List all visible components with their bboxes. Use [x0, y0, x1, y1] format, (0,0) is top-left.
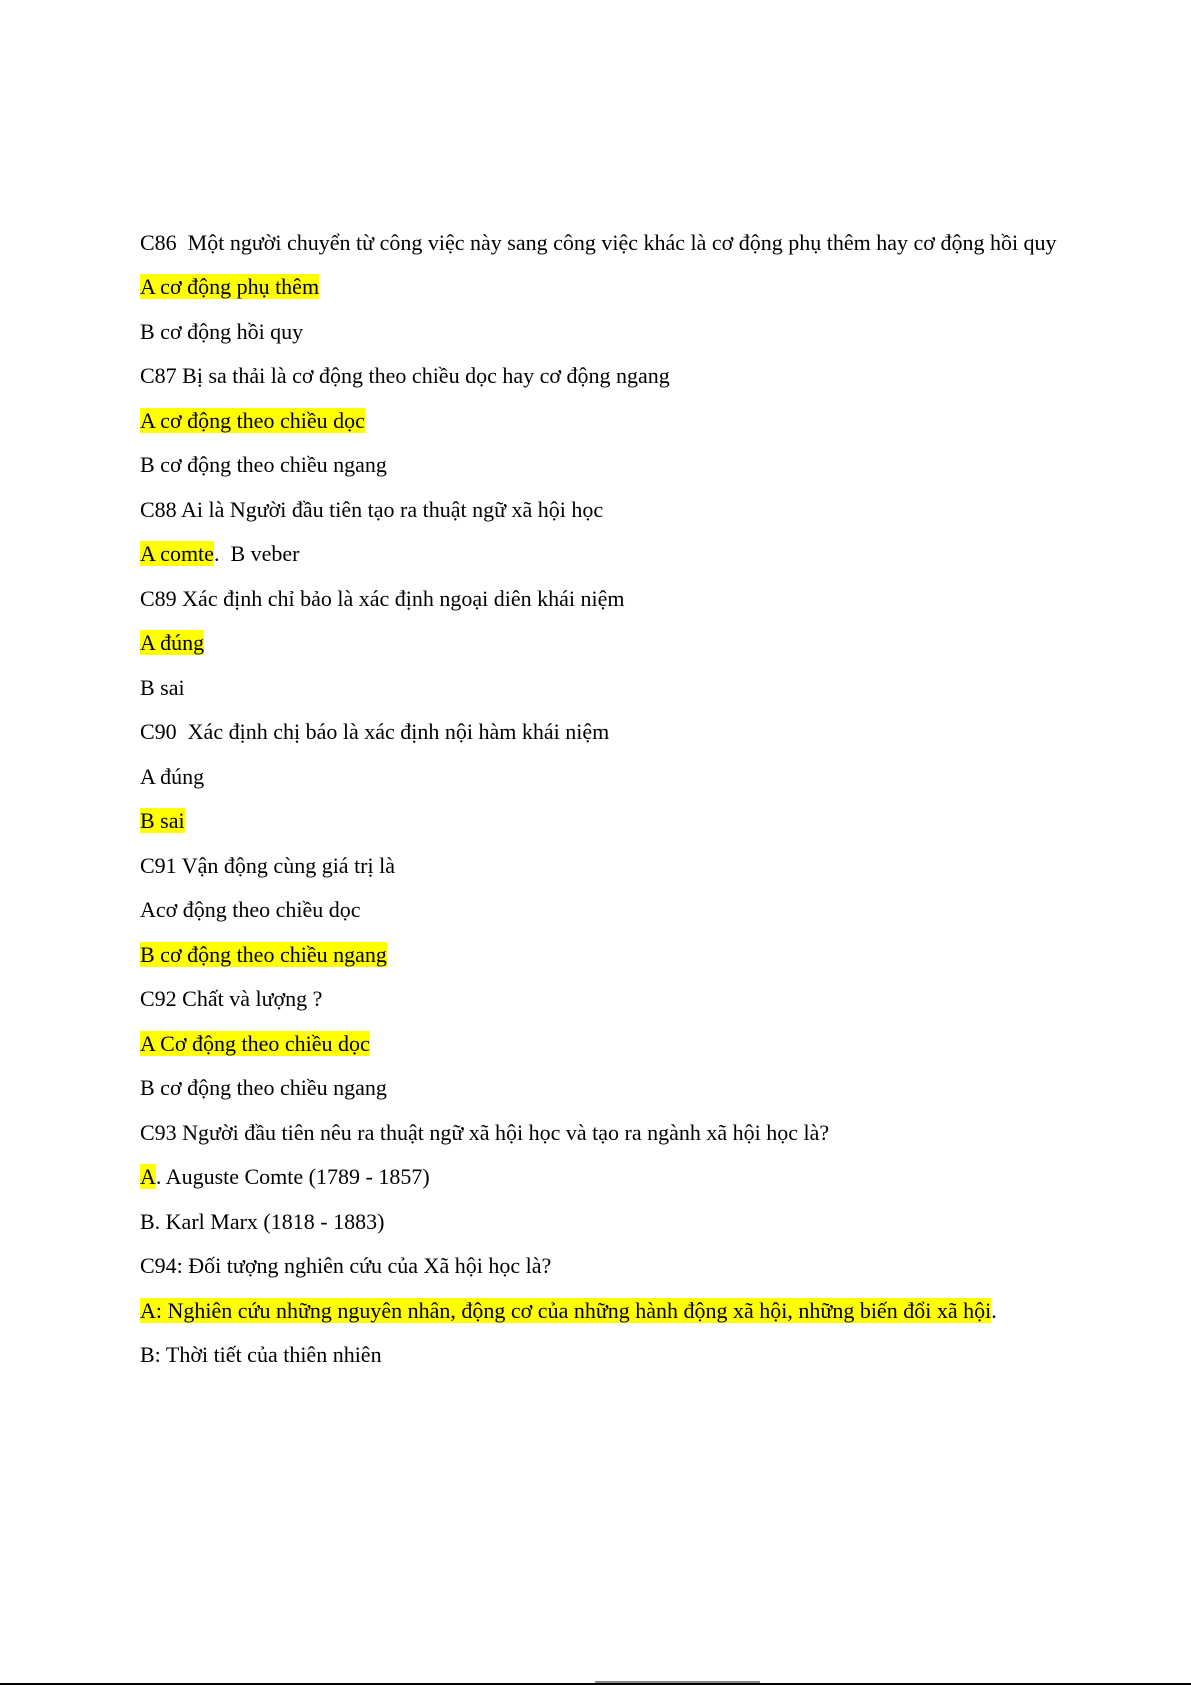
- question-c86: C86 Một người chuyển từ công việc này sang công việc khác là cơ động phụ thêm hay cơ động hồi quy: [140, 230, 1057, 255]
- answer-c89-a-correct: A đúng: [140, 630, 205, 655]
- answer-c94-a-correct: A: Nghiên cứu những nguyên nhân, động cơ của những hành động xã hội, những biến đổi xã hội.: [140, 1297, 997, 1323]
- document-body: [140, 228, 1070, 1385]
- answer-c88-a-correct: A comte: [140, 541, 214, 566]
- answer-c93-a-marker: A: [140, 1164, 156, 1189]
- answer-c88: [140, 539, 1070, 569]
- answer-c86-a-correct: A cơ động phụ thêm: [140, 274, 320, 299]
- answer-c94-b: B: Thời tiết của thiên nhiên: [140, 1342, 382, 1367]
- answer-c93-a-correct: [140, 1162, 1070, 1192]
- answer-c89-b: B sai: [140, 674, 185, 700]
- question-c88: C88 Ai là Người đầu tiên tạo ra thuật ngữ xã hội học: [140, 496, 604, 522]
- answer-c92-b: B cơ động theo chiều ngang: [140, 1075, 387, 1100]
- answer-c92-a-correct: A Cơ động theo chiều dọc: [140, 1030, 370, 1056]
- answer-c87-b: B cơ động theo chiều ngang: [140, 452, 387, 477]
- answer-c93-b: B. Karl Marx (1818 - 1883): [140, 1208, 385, 1234]
- answer-c90-b-correct: B sai: [140, 808, 185, 833]
- page-bottom-rule-segment: [595, 1681, 760, 1683]
- answer-c88-b: . B veber: [213, 541, 300, 566]
- answer-c87-a-correct: A cơ động theo chiều dọc: [140, 407, 365, 433]
- question-c87: C87 Bị sa thải là cơ động theo chiều dọc hay cơ động ngang: [140, 363, 670, 388]
- question-c92: C92 Chất và lượng ?: [140, 986, 323, 1011]
- answer-c86-b: B cơ động hồi quy: [140, 318, 304, 344]
- question-c90: C90 Xác định chị báo là xác định nội hàm khái niệm: [140, 719, 610, 744]
- question-c93: C93 Người đầu tiên nêu ra thuật ngữ xã hội học và tạo ra ngành xã hội học là?: [140, 1119, 830, 1145]
- answer-c91-b-correct: B cơ động theo chiều ngang: [140, 941, 387, 967]
- answer-c91-a: Acơ động theo chiều dọc: [140, 897, 361, 922]
- answer-c93-a-text: . Auguste Comte (1789 - 1857): [155, 1164, 430, 1189]
- question-c89: C89 Xác định chỉ bảo là xác định ngoại diên khái niệm: [140, 585, 625, 611]
- question-c91: C91 Vận động cùng giá trị là: [140, 852, 395, 878]
- question-c94: C94: Đối tượng nghiên cứu của Xã hội học là?: [140, 1253, 552, 1278]
- answer-c90-a: A đúng: [140, 763, 205, 789]
